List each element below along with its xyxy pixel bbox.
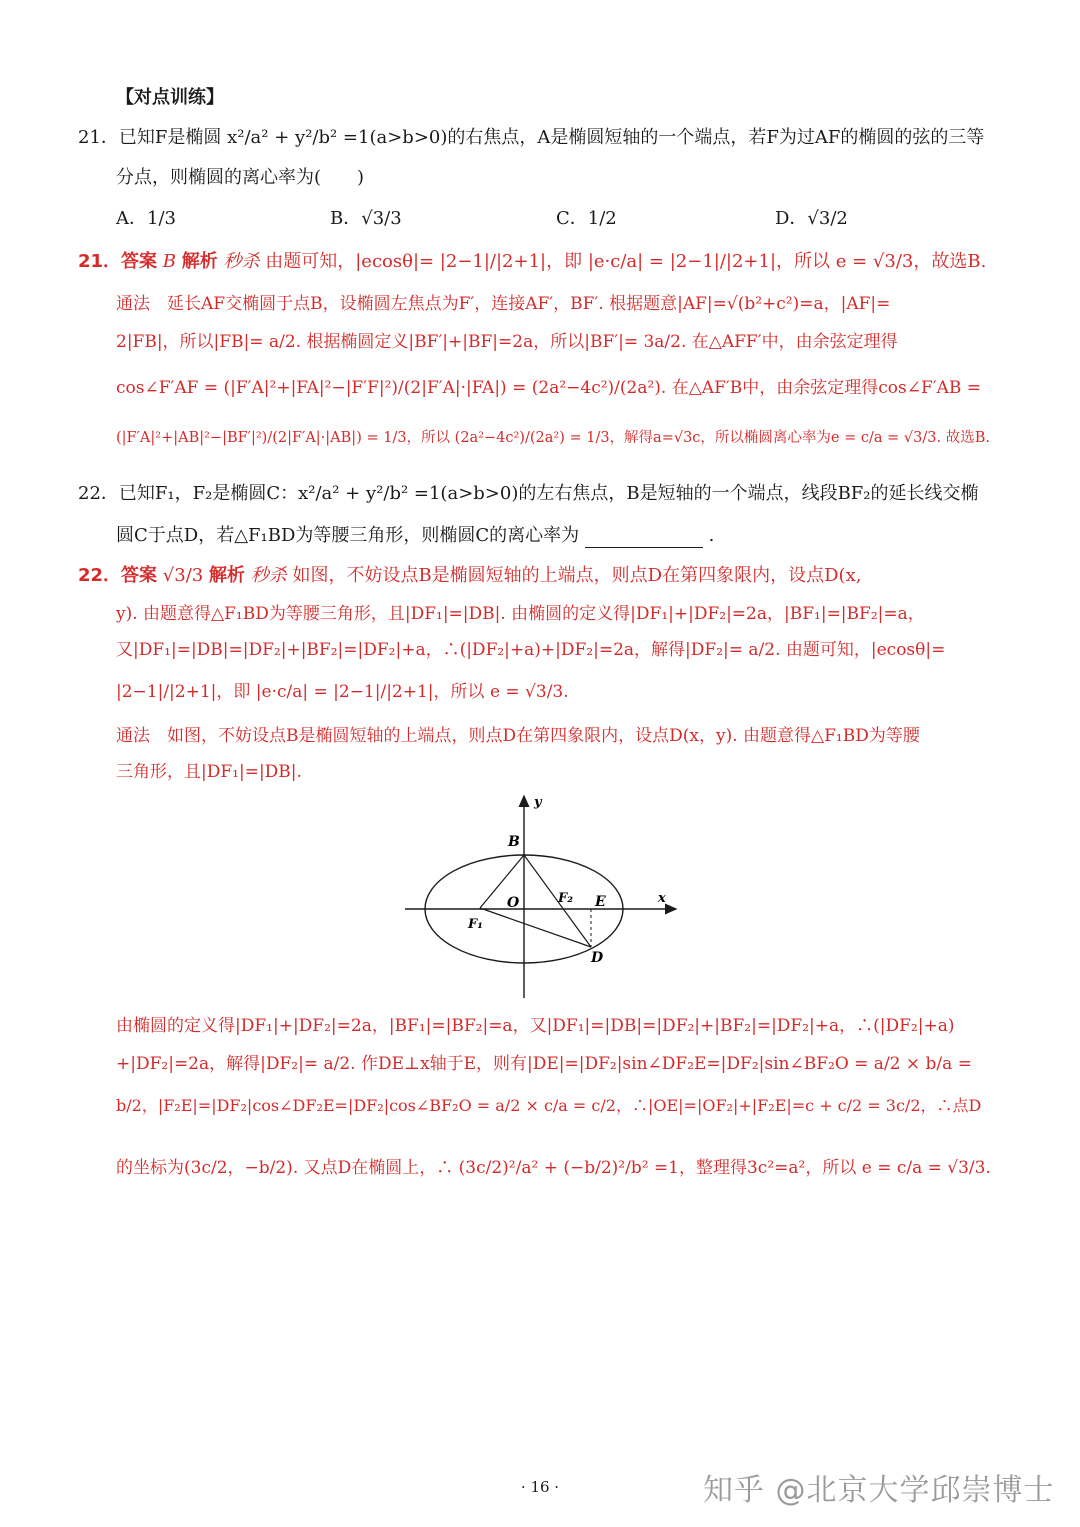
a21-line3: 2|FB|，所以|FB|= a/2. 根据椭圆定义|BF′|+|BF|=2a，所以|BF′|= 3a/2. 在△AFF′中，由余弦定理得 bbox=[116, 332, 898, 352]
a22-line6: 三角形，且|DF₁|=|DB|. bbox=[116, 762, 302, 782]
a22-answer: √3/3 bbox=[162, 565, 204, 586]
answer-blank bbox=[585, 529, 703, 548]
a21-line5: (|F′A|²+|AB|²−|BF′|²)/(2|F′A|·|AB|) = 1/3，所以 (2a²−4c²)/(2a²) = 1/3，解得a=√3c，所以椭圆离心率为e = c/a = √3/3. 故选B. bbox=[116, 430, 990, 446]
a21-tag: 21．答案 bbox=[78, 251, 158, 272]
a22-line1 bbox=[78, 564, 861, 588]
section-title: 【对点训练】 bbox=[116, 87, 224, 108]
page-number: · 16 · bbox=[520, 1478, 560, 1496]
q21-option-b: B．√3/3 bbox=[330, 208, 402, 229]
q22-line2 bbox=[116, 524, 714, 548]
a21-line2: 通法 延长AF交椭圆于点B，设椭圆左焦点为F′，连接AF′，BF′. 根据题意|AF|=√(b²+c²)=a，|AF|= bbox=[116, 294, 891, 314]
q22-line1: 22．已知F₁，F₂是椭圆C：x²/a² + y²/b² =1(a>b>0)的左右焦点，B是短轴的一个端点，线段BF₂的延长线交椭 bbox=[78, 483, 979, 504]
a22-tag: 22．答案 bbox=[78, 565, 158, 586]
a22-line9: b/2，|F₂E|=|DF₂|cos∠DF₂E=|DF₂|cos∠BF₂O = a/2 × c/a = c/2，∴|OE|=|OF₂|+|F₂E|=c + c/2 = 3c/2，∴点D bbox=[116, 1096, 982, 1115]
label-e: E bbox=[595, 894, 606, 910]
watermark: 知乎 @北京大学邱崇博士 bbox=[703, 1473, 1055, 1508]
a22-text: 如图，不妨设点B是椭圆短轴的上端点，则点D在第四象限内，设点D(x, bbox=[292, 565, 862, 586]
a22-line10: 的坐标为(3c/2，−b/2). 又点D在椭圆上，∴ (3c/2)²/a² + (−b/2)²/b² =1，整理得3c²=a²，所以 e = c/a = √3/3. bbox=[116, 1158, 991, 1178]
q21-option-a: A．1/3 bbox=[116, 208, 176, 229]
a21-line1 bbox=[78, 250, 986, 274]
q21-option-d: D．√3/2 bbox=[775, 208, 848, 229]
a22-line8: +|DF₂|=2a，解得|DF₂|= a/2. 作DE⊥x轴于E，则有|DE|=|DF₂|sin∠DF₂E=|DF₂|sin∠BF₂O = a/2 × b/a = bbox=[116, 1054, 972, 1074]
a21-jiexi: 解析 bbox=[181, 251, 218, 272]
a22-line3: 又|DF₁|=|DB|=|DF₂|+|BF₂|=|DF₂|+a，∴(|DF₂|+a)+|DF₂|=2a，解得|DF₂|= a/2. 由题可知，|ecosθ|= bbox=[116, 640, 946, 660]
a22-miaosha: 秒杀 bbox=[250, 565, 287, 586]
q21-line2: 分点，则椭圆的离心率为( ) bbox=[116, 167, 365, 188]
label-d: D bbox=[591, 950, 604, 966]
q22-line2-end: . bbox=[708, 525, 715, 546]
ellipse-figure bbox=[400, 790, 690, 1010]
label-x: x bbox=[658, 891, 666, 906]
q21-line1: 21．已知F是椭圆 x²/a² + y²/b² =1(a>b>0)的右焦点，A是椭圆短轴的一个端点，若F为过AF的椭圆的弦的三等 bbox=[78, 127, 985, 148]
label-b: B bbox=[508, 834, 520, 850]
a21-text: 由题可知，|ecosθ|= |2−1|/|2+1|，即 |e·c/a| = |2−1|/|2+1|，所以 e = √3/3，故选B. bbox=[265, 251, 987, 272]
a22-jiexi: 解析 bbox=[208, 565, 245, 586]
a22-line2: y). 由题意得△F₁BD为等腰三角形，且|DF₁|=|DB|. 由椭圆的定义得|DF₁|+|DF₂|=2a，|BF₁|=|BF₂|=a， bbox=[116, 604, 925, 624]
q21-option-c: C．1/2 bbox=[556, 208, 617, 229]
a22-line5: 通法 如图，不妨设点B是椭圆短轴的上端点，则点D在第四象限内，设点D(x，y). 由题意得△F₁BD为等腰 bbox=[116, 726, 920, 746]
label-o: O bbox=[507, 895, 520, 911]
label-y: y bbox=[534, 795, 542, 810]
q22-line2-text: 圆C于点D，若△F₁BD为等腰三角形，则椭圆C的离心率为 bbox=[116, 525, 580, 546]
segment-f1-d bbox=[480, 908, 591, 947]
a22-line4: |2−1|/|2+1|，即 |e·c/a| = |2−1|/|2+1|，所以 e = √3/3. bbox=[116, 682, 569, 702]
label-f2: F₂ bbox=[558, 891, 573, 906]
label-f1: F₁ bbox=[468, 917, 483, 932]
a21-line4: cos∠F′AF = (|F′A|²+|FA|²−|F′F|²)/(2|F′A|·|FA|) = (2a²−4c²)/(2a²). 在△AF′B中，由余弦定理得cos∠F′AB = bbox=[116, 378, 982, 398]
a21-answer: B bbox=[162, 251, 177, 272]
a21-miaosha: 秒杀 bbox=[223, 251, 260, 272]
a22-line7: 由椭圆的定义得|DF₁|+|DF₂|=2a，|BF₁|=|BF₂|=a，又|DF₁|=|DB|=|DF₂|+|BF₂|=|DF₂|+a，∴(|DF₂|+a) bbox=[116, 1016, 955, 1036]
